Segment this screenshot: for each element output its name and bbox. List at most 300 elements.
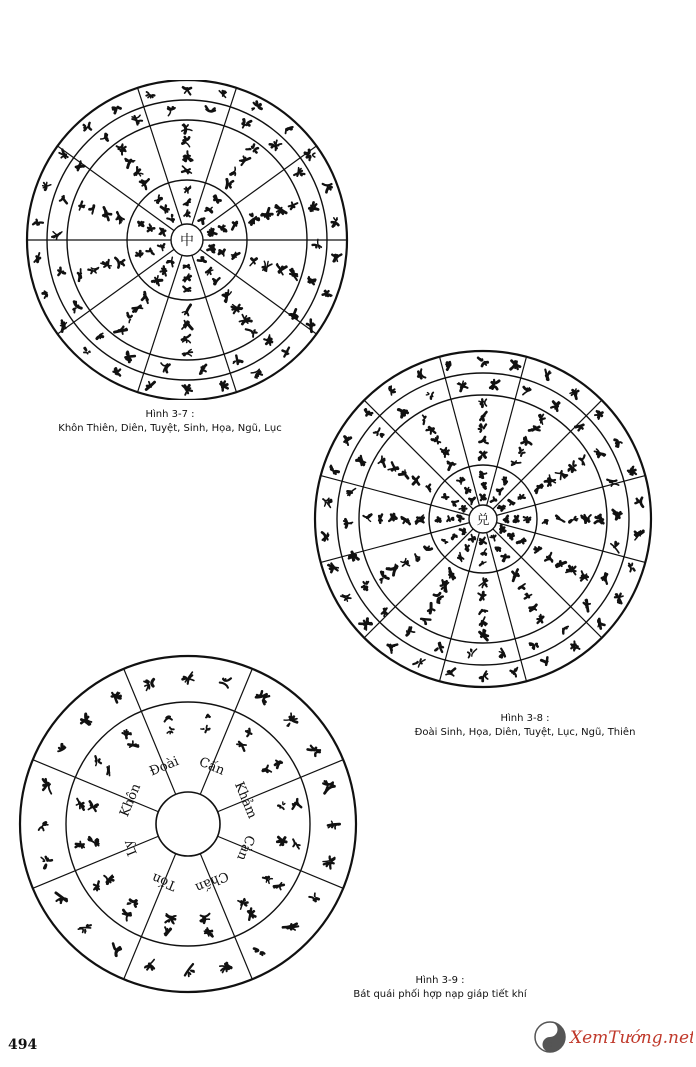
glyph-mark: [482, 483, 486, 488]
glyph-mark: [263, 335, 275, 347]
glyph-mark: [387, 386, 396, 395]
glyph-mark: [292, 167, 304, 179]
glyph-mark: [220, 962, 233, 972]
glyph-mark: [447, 516, 453, 521]
glyph-mark: [140, 292, 152, 304]
glyph-mark: [52, 232, 62, 240]
page-number: 494: [8, 1037, 38, 1053]
glyph-mark: [183, 137, 190, 147]
glyph-mark: [594, 409, 604, 419]
glyph-mark: [535, 614, 546, 624]
glyph-mark: [579, 455, 589, 465]
glyph-mark: [480, 630, 488, 640]
glyph-mark: [212, 195, 221, 203]
glyph-mark: [182, 335, 190, 343]
glyph-mark: [601, 573, 611, 584]
glyph-mark: [122, 729, 132, 739]
trigram-label: Khôn: [117, 781, 145, 820]
glyph-mark: [609, 541, 621, 553]
glyph-mark: [431, 436, 440, 445]
glyph-mark: [164, 927, 172, 936]
glyph-mark: [425, 483, 433, 491]
glyph-mark: [144, 958, 156, 972]
glyph-mark: [33, 219, 43, 225]
glyph-mark: [469, 535, 477, 543]
glyph-mark: [413, 656, 425, 668]
glyph-mark: [613, 592, 625, 604]
glyph-mark: [328, 821, 340, 829]
glyph-mark: [399, 469, 411, 480]
glyph-mark: [425, 426, 435, 437]
figure-title: Hình 3-8 :: [500, 713, 550, 724]
sector-divider: [321, 476, 470, 516]
glyph-mark: [184, 200, 191, 206]
glyph-mark: [581, 600, 593, 612]
glyph-mark: [182, 166, 191, 174]
glyph-mark: [146, 248, 154, 256]
glyph-mark: [479, 578, 487, 587]
glyph-mark: [131, 303, 143, 315]
glyph-mark: [230, 167, 239, 177]
glyph-mark: [363, 408, 373, 418]
glyph-mark: [88, 836, 99, 847]
glyph-mark: [91, 756, 102, 767]
glyph-mark: [144, 679, 156, 691]
glyph-mark: [221, 289, 234, 302]
trigram-label: Tốn: [149, 869, 179, 894]
glyph-mark: [566, 461, 579, 473]
glyph-mark: [344, 519, 353, 527]
glyph-mark: [184, 186, 190, 193]
glyph-mark: [269, 138, 281, 150]
glyph-mark: [218, 225, 226, 233]
glyph-mark: [154, 195, 163, 204]
glyph-mark: [251, 369, 262, 380]
glyph-mark: [200, 725, 210, 733]
glyph-mark: [499, 648, 505, 658]
glyph-mark: [464, 486, 472, 494]
glyph-mark: [397, 406, 408, 417]
glyph-mark: [427, 603, 437, 614]
glyph-mark: [199, 217, 206, 224]
glyph-mark: [479, 451, 487, 459]
glyph-mark: [519, 584, 527, 591]
glyph-mark: [480, 562, 486, 565]
glyph-mark: [205, 106, 215, 112]
glyph-mark: [79, 714, 93, 728]
watermark-logo: [528, 1013, 693, 1061]
sector-divider: [493, 400, 602, 509]
glyph-mark: [158, 228, 167, 236]
figure-3-9-diagram: [18, 654, 358, 994]
glyph-mark: [634, 530, 644, 541]
glyph-mark: [534, 484, 544, 493]
glyph-mark: [291, 799, 301, 809]
glyph-mark: [247, 212, 260, 225]
glyph-mark: [416, 369, 425, 380]
glyph-mark: [379, 515, 382, 523]
trigram-label: Cấn: [196, 754, 227, 779]
glyph-mark: [374, 427, 385, 438]
glyph-mark: [480, 617, 487, 626]
glyph-mark: [116, 142, 128, 155]
glyph-mark: [305, 319, 317, 332]
glyph-mark: [387, 564, 400, 576]
glyph-mark: [438, 579, 451, 592]
glyph-mark: [114, 212, 126, 225]
outer-ring: [20, 656, 356, 992]
glyph-mark: [570, 388, 581, 399]
glyph-mark: [510, 458, 521, 468]
glyph-mark: [445, 459, 457, 470]
glyph-mark: [40, 778, 55, 793]
glyph-mark: [127, 897, 139, 909]
glyph-mark: [288, 201, 299, 210]
glyph-mark: [514, 516, 519, 522]
glyph-mark: [378, 456, 389, 467]
glyph-mark: [377, 571, 389, 583]
glyph-mark: [480, 437, 488, 443]
glyph-mark: [288, 269, 300, 280]
glyph-mark: [627, 466, 636, 476]
figure-3-9-wheel: [18, 654, 358, 994]
glyph-mark: [198, 257, 206, 265]
glyph-mark: [451, 499, 459, 507]
glyph-mark: [575, 422, 585, 432]
glyph-mark: [237, 312, 251, 327]
glyph-mark: [273, 880, 284, 891]
glyph-mark: [33, 253, 40, 262]
figure-3-9-caption: [330, 974, 550, 1002]
glyph-mark: [284, 125, 293, 135]
glyph-mark: [75, 841, 85, 849]
glyph-mark: [137, 221, 144, 227]
glyph-mark: [480, 495, 485, 501]
glyph-mark: [322, 779, 336, 793]
glyph-mark: [451, 534, 457, 540]
trigram-label: Ly: [120, 837, 141, 858]
glyph-mark: [262, 260, 273, 272]
glyph-mark: [124, 352, 135, 363]
figure-title: Hình 3-9 :: [415, 975, 465, 986]
glyph-mark: [380, 607, 390, 617]
glyph-mark: [436, 517, 441, 521]
glyph-mark: [613, 438, 622, 448]
glyph-mark: [110, 690, 123, 704]
glyph-mark: [481, 549, 486, 555]
glyph-mark: [281, 346, 292, 357]
glyph-mark: [220, 381, 228, 391]
glyph-mark: [556, 559, 566, 569]
glyph-mark: [76, 269, 84, 281]
glyph-mark: [388, 462, 399, 473]
glyph-mark: [39, 823, 48, 831]
glyph-mark: [304, 148, 316, 160]
glyph-mark: [183, 151, 193, 161]
glyph-mark: [510, 360, 521, 370]
glyph-mark: [57, 267, 65, 275]
glyph-mark: [164, 716, 172, 722]
figure-caption-text: Khôn Thiên, Diên, Tuyệt, Sinh, Họa, Ngũ, Lục: [58, 423, 282, 434]
glyph-mark: [517, 537, 526, 546]
glyph-mark: [185, 964, 194, 976]
glyph-mark: [360, 580, 371, 591]
glyph-mark: [569, 641, 580, 652]
glyph-mark: [246, 142, 259, 155]
glyph-mark: [445, 568, 457, 580]
glyph-mark: [60, 195, 69, 203]
glyph-mark: [389, 514, 396, 521]
glyph-mark: [410, 474, 422, 486]
sector-divider: [440, 357, 480, 506]
glyph-mark: [425, 544, 432, 551]
glyph-mark: [442, 538, 448, 544]
glyph-mark: [165, 914, 176, 924]
glyph-mark: [273, 759, 282, 768]
glyph-mark: [212, 276, 221, 285]
glyph-mark: [123, 155, 136, 168]
glyph-mark: [41, 855, 53, 868]
glyph-mark: [529, 423, 541, 435]
glyph-mark: [100, 134, 110, 144]
glyph-mark: [342, 435, 352, 445]
glyph-mark: [58, 149, 70, 160]
glyph-mark: [229, 301, 242, 314]
glyph-mark: [236, 740, 247, 750]
glyph-mark: [468, 496, 476, 504]
glyph-mark: [274, 264, 286, 275]
glyph-mark: [467, 648, 476, 658]
glyph-mark: [457, 477, 466, 485]
glyph-mark: [75, 161, 85, 172]
glyph-mark: [322, 532, 329, 541]
glyph-mark: [70, 300, 82, 312]
glyph-mark: [277, 836, 287, 846]
glyph-mark: [42, 291, 48, 298]
glyph-mark: [104, 766, 114, 776]
glyph-mark: [204, 927, 214, 937]
glyph-mark: [458, 516, 464, 522]
glyph-mark: [120, 909, 132, 921]
glyph-mark: [627, 562, 637, 572]
glyph-mark: [328, 562, 339, 573]
glyph-mark: [541, 657, 550, 665]
glyph-mark: [115, 256, 126, 268]
glyph-mark: [446, 667, 455, 676]
glyph-mark: [218, 248, 225, 255]
glyph-mark: [182, 385, 192, 394]
glyph-mark: [420, 615, 431, 625]
glyph-mark: [57, 744, 66, 754]
glyph-mark: [542, 370, 552, 380]
glyph-mark: [420, 414, 429, 424]
glyph-mark: [402, 517, 410, 524]
glyph-mark: [459, 504, 467, 512]
glyph-mark: [479, 399, 487, 407]
glyph-mark: [464, 544, 471, 551]
glyph-mark: [533, 545, 542, 554]
glyph-mark: [570, 517, 578, 522]
glyph-mark: [166, 727, 174, 735]
glyph-mark: [292, 839, 301, 848]
glyph-mark: [550, 399, 562, 411]
figure-caption-text: Bát quái phối hợp nạp giáp tiết khí: [353, 989, 527, 1000]
glyph-mark: [238, 154, 250, 166]
glyph-mark: [307, 743, 322, 758]
figure-3-8-wheel: [308, 348, 658, 690]
glyph-mark: [359, 617, 372, 630]
glyph-mark: [161, 204, 169, 213]
glyph-mark: [322, 855, 335, 869]
trigram-label: Chấn: [192, 867, 231, 895]
glyph-mark: [581, 515, 591, 523]
glyph-mark: [223, 178, 235, 190]
trigram-label: Càn: [233, 832, 258, 863]
glyph-mark: [400, 558, 410, 568]
glyph-mark: [250, 101, 263, 114]
glyph-mark: [322, 498, 332, 508]
glyph-mark: [183, 87, 191, 94]
glyph-mark: [594, 619, 605, 629]
glyph-mark: [490, 380, 499, 390]
glyph-mark: [255, 690, 270, 704]
glyph-mark: [501, 476, 509, 484]
glyph-mark: [496, 546, 502, 552]
glyph-mark: [283, 919, 299, 935]
sector-divider: [497, 476, 646, 516]
glyph-mark: [205, 268, 214, 276]
glyph-mark: [278, 802, 286, 810]
glyph-mark: [230, 251, 239, 260]
glyph-mark: [88, 266, 100, 275]
glyph-mark: [205, 205, 214, 214]
glyph-mark: [183, 274, 191, 282]
glyph-mark: [42, 181, 52, 191]
yin-yang-icon: [528, 1013, 693, 1061]
glyph-mark: [435, 642, 445, 653]
glyph-mark: [183, 672, 194, 684]
glyph-mark: [480, 472, 486, 479]
glyph-mark: [53, 890, 68, 906]
center-glyph: 中: [180, 233, 194, 249]
glyph-mark: [595, 515, 604, 523]
glyph-mark: [158, 243, 166, 251]
glyph-mark: [457, 381, 468, 392]
glyph-mark: [440, 446, 450, 457]
center-glyph: 兑: [476, 513, 490, 528]
glyph-mark: [331, 217, 338, 226]
glyph-mark: [88, 205, 94, 214]
glyph-mark: [218, 90, 227, 97]
figure-3-8-caption: [380, 712, 670, 740]
sector-divider: [364, 400, 473, 509]
figure-caption-text: Đoài Sinh, Họa, Diên, Tuyệt, Lục, Ngũ, Thiên: [414, 727, 636, 738]
sector-divider: [364, 529, 473, 638]
glyph-mark: [244, 728, 253, 737]
glyph-mark: [183, 350, 193, 357]
figure-3-7-caption: [0, 408, 340, 436]
glyph-mark: [275, 203, 286, 215]
sector-divider: [493, 529, 602, 638]
glyph-mark: [508, 498, 515, 505]
glyph-mark: [101, 260, 112, 270]
glyph-mark: [114, 324, 127, 337]
glyph-mark: [101, 207, 113, 220]
glyph-mark: [530, 641, 538, 650]
glyph-mark: [260, 208, 273, 220]
glyph-mark: [556, 516, 564, 522]
glyph-mark: [537, 413, 548, 424]
glyph-mark: [522, 436, 534, 447]
glyph-mark: [442, 494, 449, 500]
glyph-mark: [478, 358, 488, 366]
glyph-mark: [480, 412, 486, 421]
glyph-mark: [207, 227, 216, 236]
glyph-mark: [524, 517, 531, 522]
glyph-mark: [331, 253, 341, 262]
glyph-mark: [478, 592, 485, 600]
glyph-mark: [504, 516, 508, 522]
glyph-mark: [249, 257, 256, 267]
glyph-mark: [613, 510, 622, 520]
glyph-mark: [75, 799, 85, 810]
glyph-mark: [510, 667, 519, 677]
glyph-mark: [385, 640, 397, 653]
glyph-mark: [577, 571, 589, 583]
glyph-mark: [206, 714, 210, 718]
glyph-mark: [184, 210, 190, 216]
glyph-mark: [240, 118, 252, 130]
glyph-mark: [415, 515, 423, 524]
glyph-mark: [308, 202, 318, 212]
glyph-mark: [199, 365, 207, 374]
glyph-mark: [307, 277, 315, 284]
glyph-mark: [102, 872, 115, 885]
glyph-mark: [182, 305, 190, 316]
glyph-mark: [432, 591, 444, 603]
glyph-mark: [231, 354, 242, 365]
glyph-mark: [490, 534, 498, 542]
sector-divider: [200, 669, 252, 795]
glyph-mark: [128, 740, 139, 751]
glyph-mark: [200, 914, 211, 924]
glyph-mark: [207, 244, 216, 252]
glyph-mark: [91, 881, 102, 892]
glyph-mark: [167, 106, 175, 115]
glyph-mark: [254, 945, 264, 957]
glyph-mark: [498, 526, 506, 534]
glyph-mark: [131, 114, 143, 126]
glyph-mark: [501, 553, 510, 561]
glyph-mark: [445, 362, 451, 370]
glyph-mark: [363, 515, 371, 522]
glyph-mark: [479, 424, 487, 432]
glyph-mark: [147, 224, 155, 232]
glyph-mark: [413, 553, 420, 562]
glyph-mark: [517, 493, 525, 501]
glyph-mark: [607, 477, 619, 488]
glyph-mark: [262, 874, 272, 884]
glyph-mark: [182, 125, 192, 133]
trigram-label: Khảm: [231, 779, 260, 821]
glyph-mark: [594, 447, 605, 459]
glyph-mark: [167, 257, 177, 267]
glyph-mark: [262, 766, 272, 776]
glyph-mark: [135, 251, 143, 258]
glyph-mark: [561, 626, 570, 634]
middle-ring: [66, 702, 310, 946]
glyph-mark: [88, 801, 98, 811]
